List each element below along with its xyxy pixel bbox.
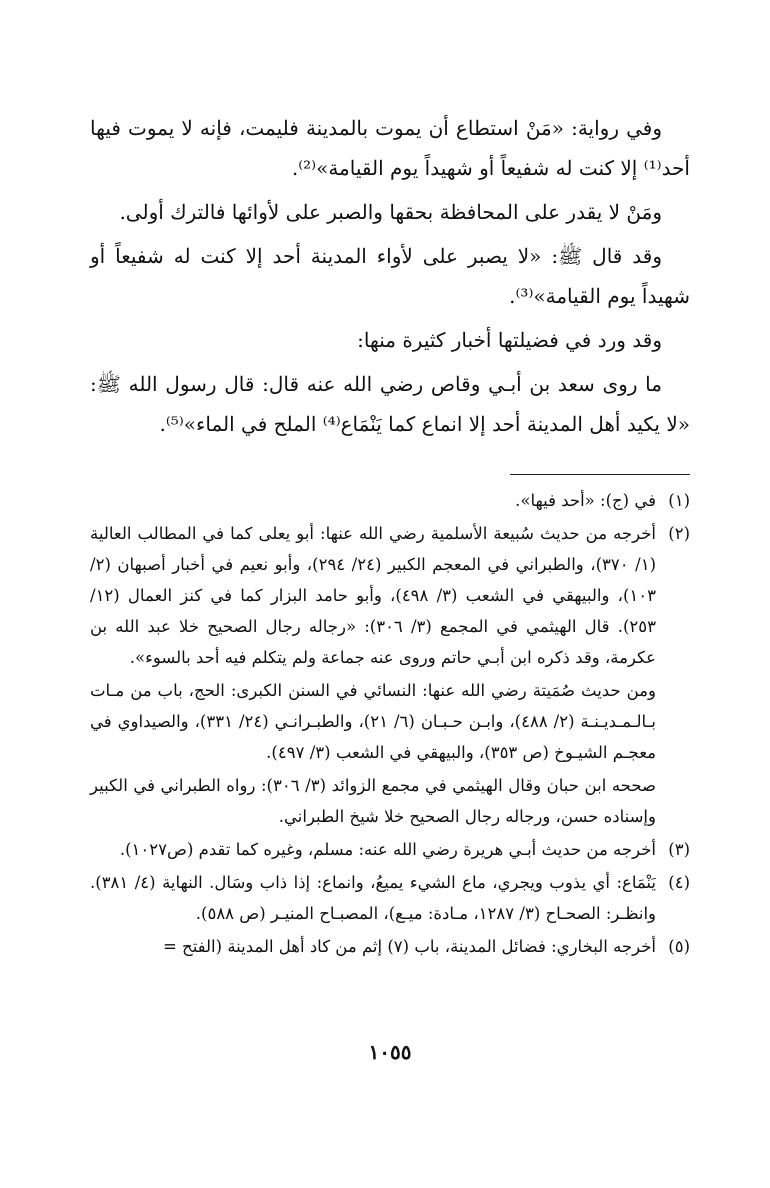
footnote — [90, 834, 690, 865]
footnote-text: أخرجه البخاري: فضائل المدينة، باب (٧) إثم من كاد أهل المدينة (الفتح = — [162, 937, 656, 956]
footnotes — [90, 485, 690, 962]
footnote-number: (٤) — [668, 873, 690, 892]
footnote — [90, 931, 690, 962]
footnote — [90, 485, 690, 516]
paragraph: ومَنْ لا يقدر على المحافظة بحقها والصبر على لأوائها فالترك أولى. — [119, 200, 662, 224]
book-page — [90, 108, 690, 1148]
footnote-continuation: ومن حديث صُمَيتة رضي الله عنها: النسائي في السنن الكبرى: الحج، باب من مـات بـالـمـديـنـة (٢/ ٤٨٨)، وابـن حـبـان (٦/ ٢١)، والطبـرانـي (٢٤/ ٣٣١)، والصيداوي في معجـم الشيـوخ (ص ٣٥٣)، والبيهقي في الشعب (٣/ ٤٩٧). — [90, 681, 656, 762]
paragraph: ما روى سعد بن أبـي وقاص رضي الله عنه قال: قال رسول الله ﷺ: «لا يكيد أهل المدينة أحد إلا انماع كما يَنْمَاع⁽⁴⁾ الملح في الماء»⁽⁵⁾. — [90, 372, 690, 436]
paragraph: وقد ورد في فضيلتها أخبار كثيرة منها: — [357, 328, 662, 352]
paragraph: وفي رواية: «مَنْ استطاع أن يموت بالمدينة فليمت، فإنه لا يموت فيها أحد⁽¹⁾ إلا كنت له شفيعاً أو شهيداً يوم القيامة»⁽²⁾. — [90, 116, 690, 180]
footnote-text: أخرجه من حديث أبـي هريرة رضي الله عنه: مسلم، وغيره كما تقدم (ص١٠٢٧). — [119, 840, 656, 859]
footnote-number: (١) — [668, 491, 690, 510]
page-number: ١٠٥٥ — [368, 1040, 412, 1064]
footnote-text: يَنْمَاع: أي يذوب ويجري، ماع الشيء يميعُ، وانماع: إذا ذاب وسَال. النهاية (٤/ ٣٨١). وانظـر: الصحـاح (٣/ ١٢٨٧، مـادة: ميـع)، المصبـاح المنيـر (ص ٥٨٨). — [90, 873, 656, 923]
paragraph: وقد قال ﷺ: «لا يصبر على لأواء المدينة أحد إلا كنت له شفيعاً أو شهيداً يوم القيامة»⁽³⁾. — [90, 244, 690, 308]
footnote-text: أخرجه من حديث سُبيعة الأسلمية رضي الله عنها: أبو يعلى كما في المطالب العالية (١/ ٣٧٠)، والطبراني في المعجم الكبير (٢٤/ ٢٩٤)، وأبو نعيم في أخبار أصبهان (٢/ ١٠٣)، والبيهقي في الشعب (٣/ ٤٩٨)، وأبو حامد البزار كما في كنز العمال (١٢/ ٢٥٣). قال الهيثمي في المجمع (٣/ ٣٠٦): «رجاله رجال الصحيح خلا عبد الله بن عكرمة، وقد ذكره ابن أبـي حاتم وروى عنه جماعة ولم يتكلم فيه أحد بالسوء». — [90, 524, 656, 667]
footnote-number: (٥) — [668, 937, 690, 956]
footnote — [90, 518, 690, 673]
footnote-text: في (ج): «أحد فيها». — [515, 491, 656, 510]
footnote-divider — [510, 474, 690, 475]
footnote-number: (٢) — [668, 524, 690, 543]
footnote — [90, 867, 690, 929]
main-text — [90, 108, 690, 444]
footnote-number: (٣) — [668, 840, 690, 859]
footnote-continuation: صححه ابن حبان وقال الهيثمي في مجمع الزوائد (٣/ ٣٠٦): رواه الطبراني في الكبير وإسناده حسن، ورجاله رجال الصحيح خلا شيخ الطبراني. — [90, 776, 656, 826]
